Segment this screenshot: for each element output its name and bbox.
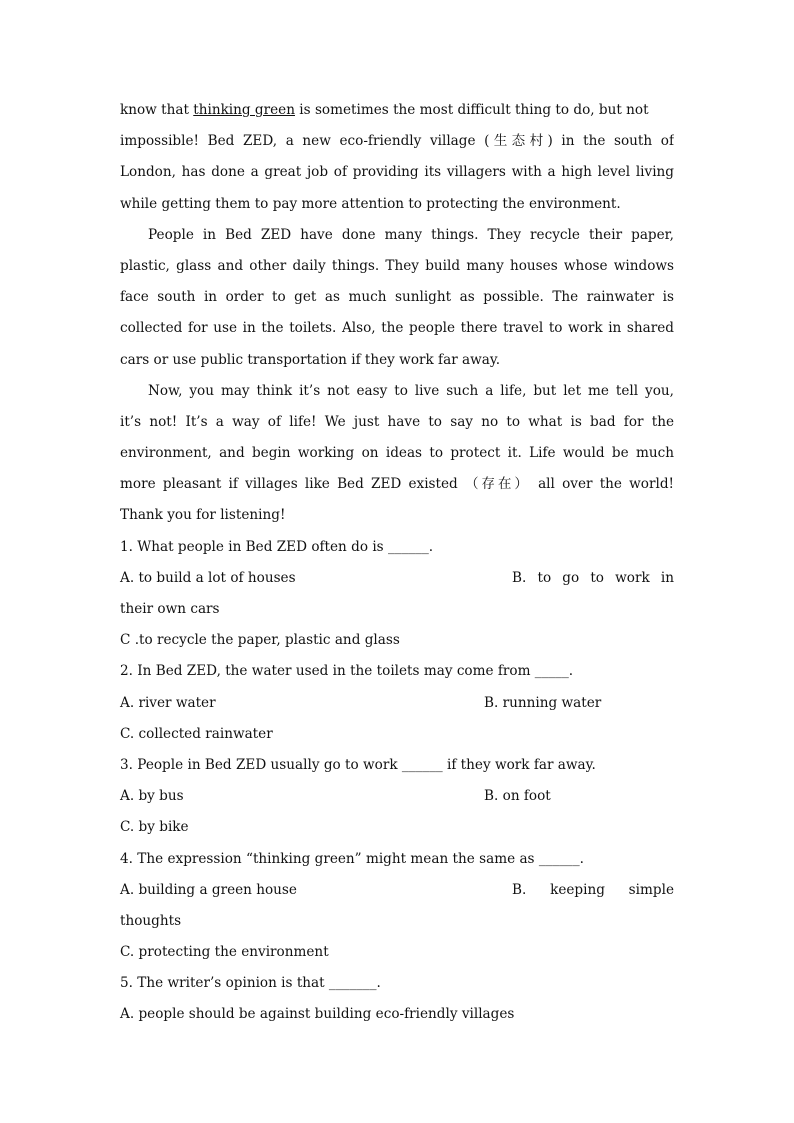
option-b: B. on foot <box>484 788 551 805</box>
option-b-continued: thoughts <box>120 912 182 929</box>
option-b: B. keeping simple <box>512 881 674 898</box>
passage-line: while getting them to pay more attention to protecting the environment. <box>120 195 621 212</box>
passage-line: face south in order to get as much sunlight as possible. The rainwater is <box>120 289 674 306</box>
option-a: A. people should be against building eco-friendly villages <box>120 1006 515 1023</box>
underlined-phrase: thinking green <box>193 102 295 118</box>
option-a: A. to build a lot of houses <box>120 569 296 586</box>
option-c: C. protecting the environment <box>120 944 329 961</box>
passage-line: more pleasant if villages like Bed ZED existed （存在） all over the world! <box>120 476 674 493</box>
passage-line: collected for use in the toilets. Also, the people there travel to work in shared <box>120 320 674 337</box>
question-stem: 1. What people in Bed ZED often do is ______. <box>120 538 434 555</box>
option-c: C. by bike <box>120 819 189 836</box>
passage-line: impossible! Bed ZED, a new eco-friendly village (生态村) in the south of <box>120 133 674 150</box>
option-row <box>120 563 674 594</box>
option-a: A. river water <box>120 694 216 711</box>
passage-line: environment, and begin working on ideas to protect it. Life would be much <box>120 445 674 462</box>
passage-line: plastic, glass and other daily things. They build many houses whose windows <box>120 257 674 274</box>
passage-line: cars or use public transportation if they work far away. <box>120 351 501 368</box>
option-b: B. to go to work in <box>512 569 674 586</box>
question-stem: 4. The expression “thinking green” might mean the same as ______. <box>120 850 584 867</box>
option-c: C .to recycle the paper, plastic and glass <box>120 632 400 649</box>
option-b: B. running water <box>484 694 602 711</box>
option-row <box>120 781 674 812</box>
option-a: A. building a green house <box>120 881 297 898</box>
option-b-continued: their own cars <box>120 601 220 617</box>
option-row <box>120 875 674 906</box>
passage-line: Now, you may think it’s not easy to live such a life, but let me tell you, <box>148 382 674 399</box>
option-c: C. collected rainwater <box>120 725 273 742</box>
document-page <box>120 95 674 1031</box>
passage-line <box>120 95 674 126</box>
question-stem: 2. In Bed ZED, the water used in the toilets may come from _____. <box>120 663 574 680</box>
option-a: A. by bus <box>120 788 184 805</box>
passage-line: it’s not! It’s a way of life! We just have to say no to what is bad for the <box>120 413 674 430</box>
text: know that <box>120 102 194 118</box>
passage-line: Thank you for listening! <box>120 507 286 524</box>
text: is sometimes the most difficult thing to do, but not <box>294 102 649 118</box>
option-row <box>120 688 674 719</box>
passage-line: People in Bed ZED have done many things. They recycle their paper, <box>148 226 674 243</box>
question-stem: 3. People in Bed ZED usually go to work ______ if they work far away. <box>120 756 596 773</box>
passage-line: London, has done a great job of providing its villagers with a high level living <box>120 164 674 181</box>
question-stem: 5. The writer’s opinion is that _______. <box>120 975 381 992</box>
